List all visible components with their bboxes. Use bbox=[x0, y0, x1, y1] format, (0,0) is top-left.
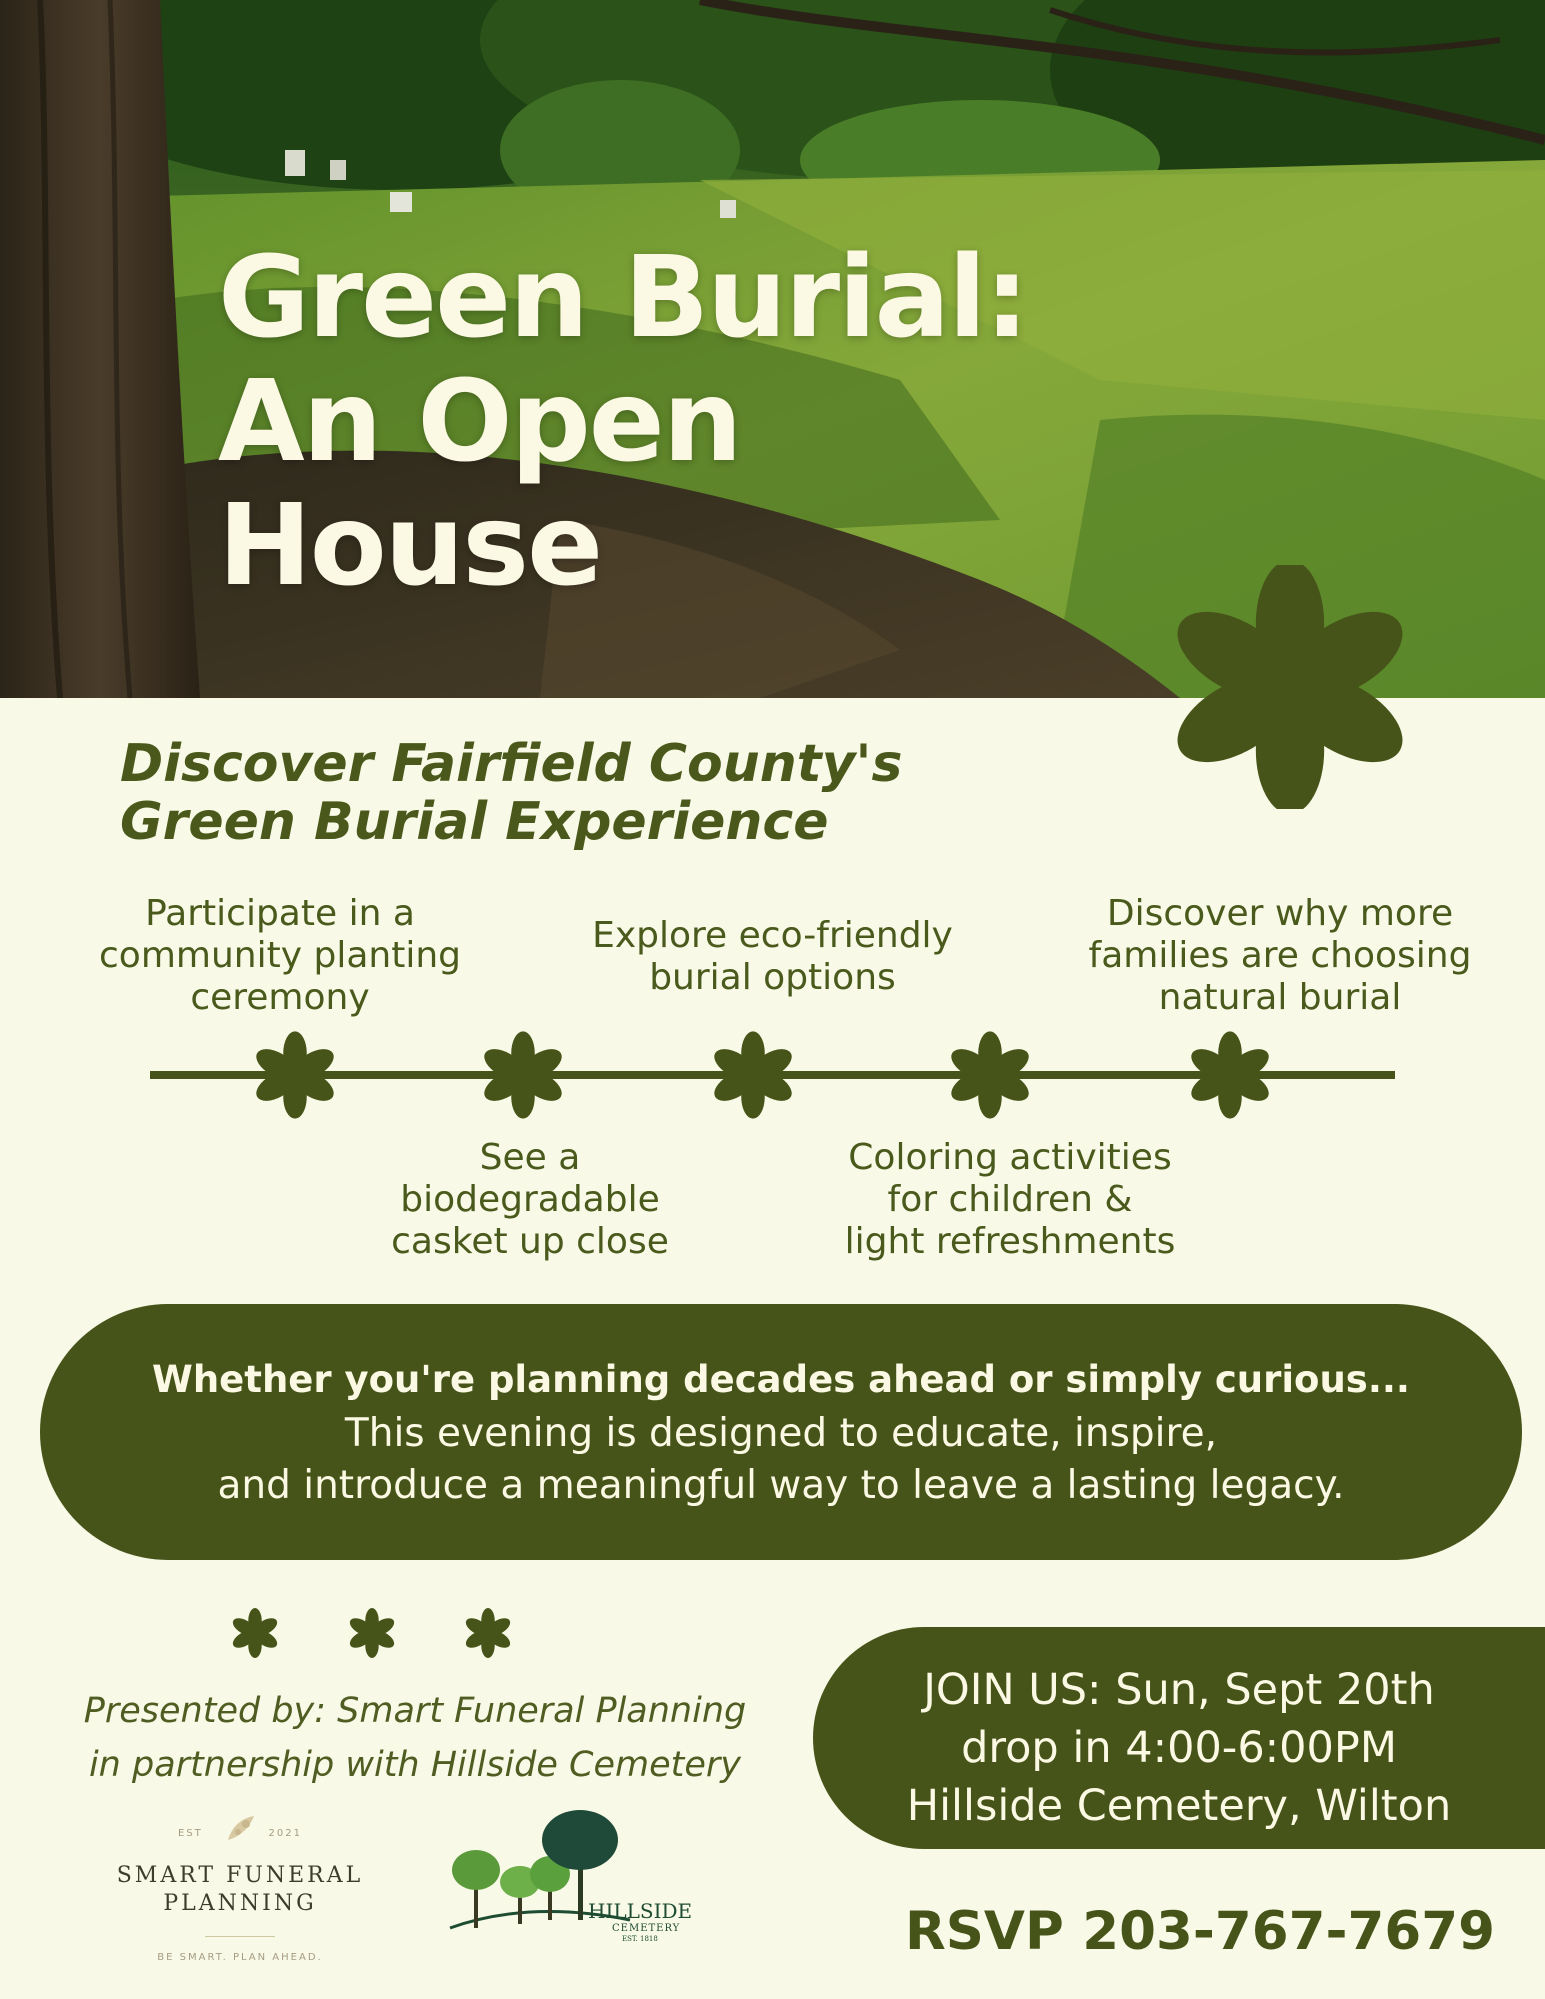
activity-line: light refreshments bbox=[844, 1221, 1176, 1262]
event-details-box bbox=[813, 1627, 1545, 1849]
activity-line: See a bbox=[479, 1137, 581, 1178]
flower-icon bbox=[1168, 565, 1412, 809]
logo-est-year: 2021 bbox=[268, 1828, 302, 1839]
event-location: Hillside Cemetery, Wilton bbox=[906, 1781, 1452, 1831]
message-body bbox=[40, 1408, 1522, 1512]
title-line-3: House bbox=[218, 481, 602, 611]
activity-line: ceremony bbox=[190, 977, 370, 1018]
message-lead: Whether you're planning decades ahead or simply curious... bbox=[152, 1358, 1410, 1401]
event-time: drop in 4:00-6:00PM bbox=[961, 1723, 1397, 1773]
event-title bbox=[218, 233, 1028, 611]
flower-divider bbox=[230, 1608, 520, 1658]
activity-line: biodegradable bbox=[400, 1179, 660, 1220]
logo-tagline: BE SMART. PLAN AHEAD. bbox=[157, 1952, 323, 1963]
flower-icon bbox=[230, 1608, 280, 1658]
activity-line: Coloring activities bbox=[848, 1137, 1172, 1178]
activity-line: Explore eco-friendly bbox=[592, 915, 953, 956]
subheading-line-1: Discover Fairfield County's bbox=[120, 734, 903, 794]
presented-by bbox=[40, 1684, 790, 1792]
title-line-2: An Open bbox=[218, 357, 741, 487]
title-line-1: Green Burial: bbox=[218, 233, 1028, 363]
flower-icon bbox=[463, 1608, 513, 1658]
activity-coloring-refreshments bbox=[790, 1137, 1230, 1263]
activity-natural-burial bbox=[1035, 893, 1525, 1019]
logo-name bbox=[100, 1862, 380, 1918]
subheading bbox=[120, 735, 902, 851]
logo-name-line: SMART FUNERAL bbox=[116, 1863, 364, 1888]
hillside-name: HILLSIDE bbox=[588, 1899, 693, 1923]
message-line-2: and introduce a meaningful way to leave a lasting legacy. bbox=[217, 1463, 1345, 1508]
hillside-est: EST. 1818 bbox=[622, 1935, 658, 1943]
activity-biodegradable-casket bbox=[340, 1137, 720, 1263]
hillside-subtitle: CEMETERY bbox=[612, 1923, 681, 1934]
timeline bbox=[150, 1030, 1395, 1120]
message-line-1: This evening is designed to educate, inspire, bbox=[344, 1411, 1218, 1456]
activity-line: community planting bbox=[99, 935, 461, 976]
hillside-cemetery-logo bbox=[440, 1800, 700, 1970]
subheading-line-2: Green Burial Experience bbox=[120, 792, 829, 852]
activity-eco-friendly-options bbox=[530, 915, 1015, 999]
activity-line: Discover why more bbox=[1106, 893, 1454, 934]
activity-line: Participate in a bbox=[145, 893, 415, 934]
logo-name-line: PLANNING bbox=[163, 1891, 317, 1916]
rsvp-phone[interactable]: RSVP 203-767-7679 bbox=[904, 1901, 1496, 1962]
activity-line: families are choosing bbox=[1088, 935, 1472, 976]
activity-line: for children & bbox=[887, 1179, 1133, 1220]
activity-line: natural burial bbox=[1158, 977, 1402, 1018]
flower-icon bbox=[347, 1608, 397, 1658]
presented-line-1: Presented by: Smart Funeral Planning bbox=[83, 1691, 747, 1731]
smart-funeral-planning-logo bbox=[100, 1800, 380, 1970]
activity-line: burial options bbox=[649, 957, 896, 998]
message-banner bbox=[40, 1304, 1522, 1560]
logo-divider bbox=[205, 1936, 275, 1937]
activity-line: casket up close bbox=[391, 1221, 669, 1262]
floral-mark-icon bbox=[220, 1810, 260, 1850]
event-date: JOIN US: Sun, Sept 20th bbox=[923, 1665, 1435, 1715]
logo-est-label: EST bbox=[178, 1828, 203, 1839]
activity-planting-ceremony bbox=[40, 893, 520, 1019]
presented-line-2: in partnership with Hillside Cemetery bbox=[88, 1745, 742, 1785]
